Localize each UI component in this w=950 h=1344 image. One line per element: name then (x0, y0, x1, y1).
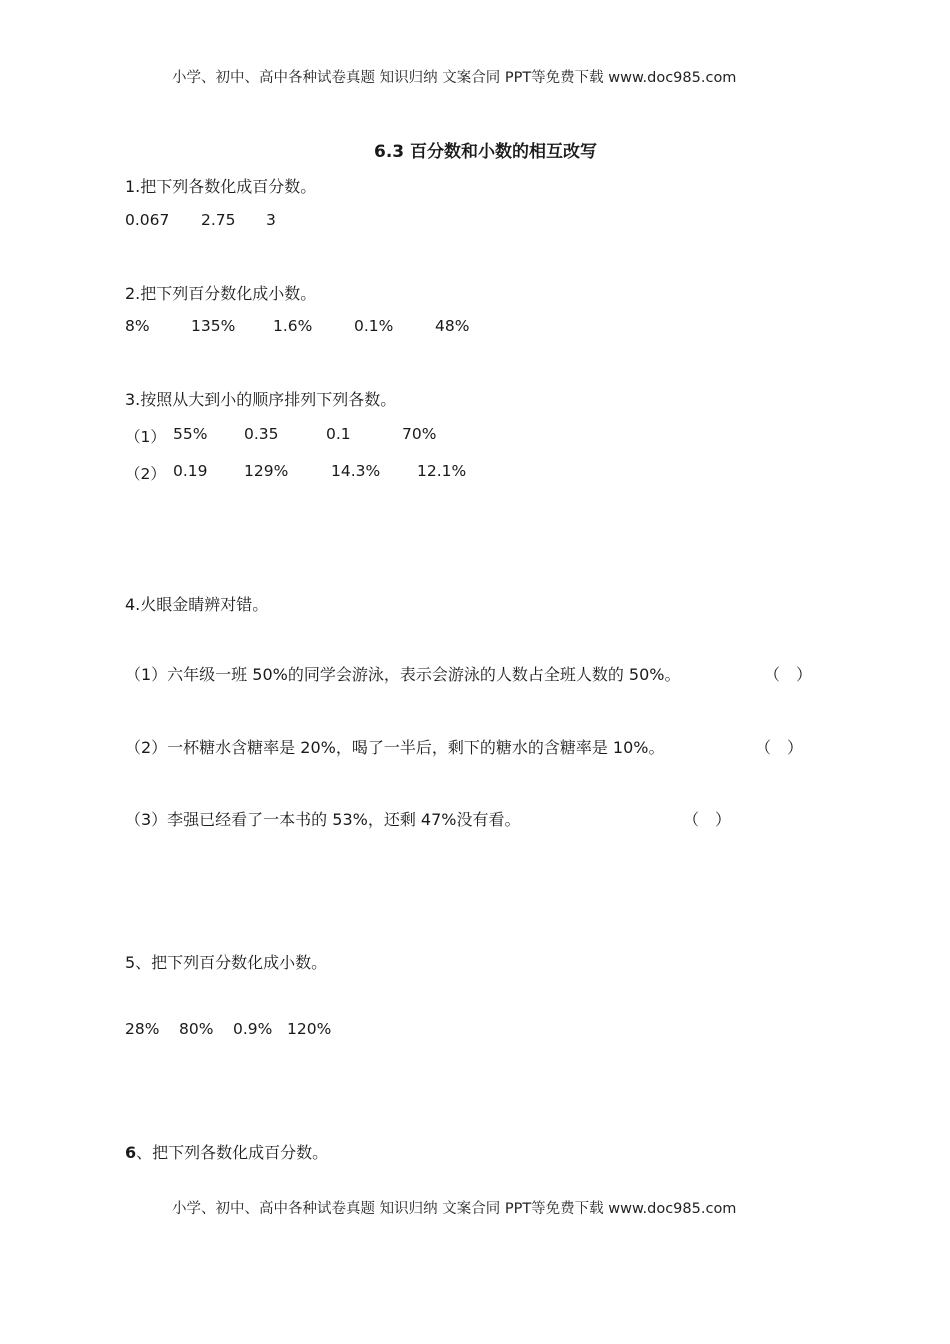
question-4-item-1: （1）六年级一班 50%的同学会游泳，表示会游泳的人数占全班人数的 50%。 (125, 665, 681, 684)
question-5-values (125, 1020, 525, 1040)
answer-parentheses: （ ） (755, 738, 804, 757)
q3-value: 0.35 (244, 425, 279, 443)
question-1-values (125, 211, 625, 231)
q1-value: 3 (266, 211, 276, 229)
question-3-prompt: 3.按照从大到小的顺序排列下列各数。 (125, 390, 397, 409)
q3-row1-label: （1） (125, 428, 166, 446)
q3-value: 0.1 (326, 425, 351, 443)
q2-value: 135% (191, 317, 236, 335)
question-3-row-2 (125, 462, 625, 482)
question-4-item-3: （3）李强已经看了一本书的 53%，还剩 47%没有看。 (125, 810, 521, 829)
q2-value: 48% (435, 317, 470, 335)
q2-value: 1.6% (273, 317, 313, 335)
question-6-prompt (125, 1140, 328, 1163)
q3-value: 55% (173, 425, 208, 443)
q2-value: 8% (125, 317, 150, 335)
q1-value: 2.75 (201, 211, 236, 229)
page-title: 6.3 百分数和小数的相互改写 (374, 142, 598, 162)
answer-parentheses: （ ） (683, 810, 732, 829)
q3-row2-label: （2） (125, 465, 166, 483)
question-6-text: 、把下列各数化成百分数。 (136, 1143, 329, 1162)
q3-value: 70% (402, 425, 437, 443)
q3-value: 14.3% (331, 462, 381, 480)
question-2-prompt: 2.把下列百分数化成小数。 (125, 284, 317, 303)
q1-value: 0.067 (125, 211, 170, 229)
q5-value: 120% (287, 1020, 332, 1038)
page-footer: 小学、初中、高中各种试卷真题 知识归纳 文案合同 PPT等免费下载 www.doc985.com (172, 1201, 737, 1217)
question-6-number: 6 (125, 1143, 137, 1162)
question-5-prompt: 5、把下列百分数化成小数。 (125, 953, 328, 972)
q2-value: 0.1% (354, 317, 394, 335)
page-header: 小学、初中、高中各种试卷真题 知识归纳 文案合同 PPT等免费下载 www.doc985.com (172, 70, 737, 86)
q5-value: 80% (179, 1020, 214, 1038)
question-4-item-2: （2）一杯糖水含糖率是 20%，喝了一半后，剩下的糖水的含糖率是 10%。 (125, 738, 665, 757)
q3-value: 0.19 (173, 462, 208, 480)
q5-value: 28% (125, 1020, 160, 1038)
question-2-values (125, 317, 625, 337)
question-3-row-1 (125, 425, 625, 445)
q3-value: 129% (244, 462, 289, 480)
q5-value: 0.9% (233, 1020, 273, 1038)
question-1-prompt: 1.把下列各数化成百分数。 (125, 177, 317, 196)
question-4-prompt: 4.火眼金睛辨对错。 (125, 595, 269, 614)
q3-value: 12.1% (417, 462, 467, 480)
answer-parentheses: （ ） (764, 665, 813, 684)
